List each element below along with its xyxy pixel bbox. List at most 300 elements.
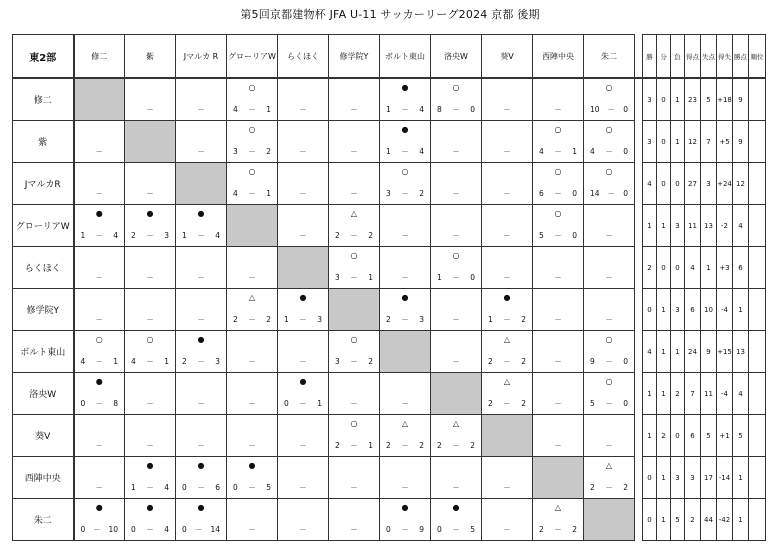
stat-cell: 1 — [733, 457, 749, 499]
score — [227, 483, 277, 492]
result-mark: ○ — [554, 167, 562, 176]
result-cell — [74, 205, 125, 247]
score — [584, 483, 634, 492]
unplayed-dash: － — [350, 525, 358, 534]
self-match-cell — [329, 289, 380, 331]
unplayed-dash: － — [197, 147, 205, 156]
self-match-cell — [533, 457, 584, 499]
unplayed-cell — [227, 373, 278, 415]
score-separator: － — [554, 525, 562, 534]
score — [125, 231, 175, 240]
stat-cell: 13 — [733, 331, 749, 373]
score-away: 0 — [572, 231, 577, 240]
unplayed-cell — [584, 247, 635, 289]
score-home: 9 — [590, 357, 595, 366]
score-home: 2 — [335, 231, 340, 240]
score-home: 1 — [182, 231, 187, 240]
score-away: 3 — [419, 315, 424, 324]
stat-cell: 5 — [733, 415, 749, 457]
stat-cell: 0 — [671, 247, 685, 289]
unplayed-dash: － — [95, 273, 103, 282]
unplayed-cell — [125, 163, 176, 205]
unplayed-cell — [431, 163, 482, 205]
row-header-team: 洛央W — [13, 373, 74, 415]
unplayed-dash: － — [401, 231, 409, 240]
unplayed-dash: － — [350, 189, 358, 198]
row-header-team: 修二 — [13, 78, 74, 121]
column-header-team: 朱二 — [584, 35, 635, 79]
unplayed-cell — [380, 205, 431, 247]
unplayed-cell — [278, 415, 329, 457]
result-cell — [176, 331, 227, 373]
score-away: 0 — [623, 357, 628, 366]
score-away: 0 — [572, 189, 577, 198]
result-mark: △ — [605, 461, 613, 470]
score-home: 4 — [131, 357, 136, 366]
result-mark: ● — [197, 209, 205, 218]
stat-cell: 3 — [643, 78, 657, 121]
result-mark: ○ — [554, 125, 562, 134]
score-separator: － — [503, 315, 511, 324]
score-home: 0 — [182, 525, 187, 534]
result-cell — [125, 457, 176, 499]
unplayed-cell — [584, 415, 635, 457]
stat-cell: -2 — [717, 205, 733, 247]
unplayed-cell — [74, 289, 125, 331]
stat-cell — [749, 373, 766, 415]
score-home: 3 — [233, 147, 238, 156]
stat-cell: 3 — [671, 205, 685, 247]
score-away: 5 — [266, 483, 271, 492]
result-cell — [329, 205, 380, 247]
column-gap — [635, 457, 643, 499]
result-cell — [482, 331, 533, 373]
unplayed-dash: － — [503, 105, 511, 114]
score-home: 0 — [284, 399, 289, 408]
score — [227, 147, 277, 156]
unplayed-cell — [227, 499, 278, 541]
unplayed-dash: － — [503, 273, 511, 282]
stat-cell: -4 — [717, 373, 733, 415]
result-mark: ● — [146, 209, 154, 218]
result-cell — [74, 499, 125, 541]
stat-cell: 2 — [643, 247, 657, 289]
column-header-stat: 得点 — [685, 35, 701, 79]
unplayed-dash: － — [146, 105, 154, 114]
score — [75, 525, 125, 534]
self-match-cell — [431, 373, 482, 415]
unplayed-dash: － — [299, 147, 307, 156]
stat-cell: 12 — [685, 121, 701, 163]
score — [227, 189, 277, 198]
column-header-team: Jマルカ R — [176, 35, 227, 79]
column-header-stat: 得失 — [717, 35, 733, 79]
score-home: 2 — [437, 441, 442, 450]
unplayed-dash: － — [554, 399, 562, 408]
result-cell — [482, 289, 533, 331]
column-gap — [635, 499, 643, 541]
unplayed-dash: － — [605, 231, 613, 240]
unplayed-dash: － — [197, 441, 205, 450]
unplayed-dash: － — [95, 189, 103, 198]
stat-cell: 7 — [685, 373, 701, 415]
unplayed-dash: － — [554, 273, 562, 282]
stat-cell: 5 — [671, 499, 685, 541]
unplayed-dash: － — [554, 105, 562, 114]
score — [584, 189, 634, 198]
unplayed-cell — [176, 415, 227, 457]
result-cell — [584, 457, 635, 499]
score-separator: － — [452, 273, 460, 282]
league-table — [12, 34, 766, 541]
stat-cell: 27 — [685, 163, 701, 205]
score-away: 1 — [368, 441, 373, 450]
score-away: 1 — [317, 399, 322, 408]
score-away: 4 — [419, 147, 424, 156]
stat-cell: 1 — [733, 289, 749, 331]
unplayed-cell — [533, 247, 584, 289]
score-separator: － — [197, 231, 205, 240]
score-home: 14 — [590, 189, 600, 198]
column-header-stat: 失点 — [701, 35, 717, 79]
result-cell — [584, 121, 635, 163]
score-away: 9 — [419, 525, 424, 534]
stat-cell: 1 — [671, 331, 685, 373]
score-separator: － — [401, 525, 409, 534]
score-home: 1 — [437, 273, 442, 282]
score-away: 2 — [419, 189, 424, 198]
score-separator: － — [605, 147, 613, 156]
score-away: 4 — [164, 525, 169, 534]
result-mark: ● — [248, 461, 256, 470]
score-home: 0 — [386, 525, 391, 534]
result-mark: ○ — [605, 377, 613, 386]
unplayed-cell — [329, 457, 380, 499]
unplayed-cell — [74, 247, 125, 289]
stat-cell — [749, 415, 766, 457]
score-home: 0 — [80, 399, 86, 408]
score-separator: － — [452, 525, 460, 534]
stat-cell: -4 — [717, 289, 733, 331]
score-separator: － — [248, 147, 256, 156]
result-mark: ● — [197, 503, 205, 512]
score-home: 0 — [437, 525, 442, 534]
score — [431, 525, 481, 534]
unplayed-cell — [329, 373, 380, 415]
unplayed-dash: － — [197, 399, 205, 408]
score — [533, 147, 583, 156]
result-cell — [431, 499, 482, 541]
stat-cell: 3 — [643, 121, 657, 163]
self-match-cell — [125, 121, 176, 163]
unplayed-dash: － — [401, 483, 409, 492]
stat-cell: 11 — [685, 205, 701, 247]
score-separator: － — [146, 525, 154, 534]
score-away: 2 — [572, 525, 577, 534]
score-home: 1 — [488, 315, 493, 324]
score-separator: － — [95, 357, 103, 366]
result-cell — [584, 331, 635, 373]
score-home: 2 — [488, 399, 493, 408]
score-separator: － — [248, 315, 256, 324]
score-home: 3 — [335, 273, 340, 282]
score-home: 1 — [131, 483, 136, 492]
score — [431, 273, 481, 282]
self-match-cell — [227, 205, 278, 247]
score-separator: － — [146, 357, 154, 366]
unplayed-dash: － — [452, 315, 460, 324]
score — [176, 357, 226, 366]
score-separator: － — [503, 399, 511, 408]
stat-cell: 0 — [671, 163, 685, 205]
score-away: 10 — [108, 525, 118, 534]
score-away: 8 — [113, 399, 118, 408]
unplayed-cell — [74, 457, 125, 499]
result-cell — [584, 163, 635, 205]
score-separator: － — [401, 105, 409, 114]
score-separator: － — [605, 357, 613, 366]
result-mark: ○ — [95, 335, 103, 344]
unplayed-cell — [584, 289, 635, 331]
header-row — [13, 35, 766, 79]
score-home: 2 — [182, 357, 187, 366]
stat-cell: 0 — [643, 289, 657, 331]
column-gap — [635, 289, 643, 331]
score — [380, 315, 430, 324]
result-mark: ○ — [605, 335, 613, 344]
column-header-team: 修学院Y — [329, 35, 380, 79]
stat-cell: 0 — [657, 247, 671, 289]
unplayed-cell — [278, 457, 329, 499]
score-away: 2 — [521, 357, 526, 366]
result-cell — [533, 121, 584, 163]
unplayed-dash: － — [503, 147, 511, 156]
unplayed-cell — [227, 415, 278, 457]
score-separator: － — [350, 273, 358, 282]
stat-cell: 3 — [685, 457, 701, 499]
score — [176, 231, 226, 240]
score-home: 2 — [386, 315, 391, 324]
column-gap — [635, 331, 643, 373]
unplayed-cell — [431, 457, 482, 499]
unplayed-dash: － — [401, 273, 409, 282]
result-mark: ○ — [350, 419, 358, 428]
score-separator: － — [401, 441, 409, 450]
stat-cell: 6 — [733, 247, 749, 289]
score-away: 1 — [572, 147, 577, 156]
unplayed-dash: － — [248, 399, 256, 408]
unplayed-cell — [278, 121, 329, 163]
score-home: 0 — [80, 525, 86, 534]
result-cell — [227, 289, 278, 331]
self-match-cell — [482, 415, 533, 457]
unplayed-cell — [431, 121, 482, 163]
stat-cell: +18 — [717, 78, 733, 121]
stat-cell: 1 — [657, 205, 671, 247]
stat-cell: 12 — [733, 163, 749, 205]
stat-cell: 1 — [701, 247, 717, 289]
row-header-team: 西陣中央 — [13, 457, 74, 499]
score-home: 2 — [131, 231, 136, 240]
result-cell — [380, 121, 431, 163]
score — [125, 525, 175, 534]
result-mark: ● — [95, 209, 103, 218]
score-home: 0 — [182, 483, 187, 492]
stat-cell: 1 — [671, 121, 685, 163]
row-header-team: らくほく — [13, 247, 74, 289]
unplayed-dash: － — [299, 189, 307, 198]
score-separator: － — [248, 483, 256, 492]
score-home: 4 — [539, 147, 544, 156]
unplayed-dash: － — [452, 189, 460, 198]
unplayed-cell — [74, 163, 125, 205]
unplayed-dash: － — [452, 231, 460, 240]
unplayed-cell — [278, 499, 329, 541]
stat-cell: 1 — [733, 499, 749, 541]
result-mark: △ — [554, 503, 562, 512]
unplayed-dash: － — [197, 315, 205, 324]
unplayed-cell — [176, 121, 227, 163]
score — [533, 231, 583, 240]
score-separator: － — [607, 105, 616, 114]
unplayed-cell — [482, 499, 533, 541]
unplayed-dash: － — [605, 315, 613, 324]
result-cell — [176, 457, 227, 499]
unplayed-cell — [533, 331, 584, 373]
result-mark: △ — [350, 209, 358, 218]
score — [176, 483, 226, 492]
stat-cell: 1 — [671, 78, 685, 121]
result-mark: ● — [401, 83, 409, 92]
unplayed-cell — [125, 78, 176, 121]
score-home: 2 — [590, 483, 595, 492]
row-header-team: 葵V — [13, 415, 74, 457]
result-cell — [329, 247, 380, 289]
stat-cell: 24 — [685, 331, 701, 373]
stat-cell: +5 — [717, 121, 733, 163]
result-mark: ○ — [350, 335, 358, 344]
score — [584, 357, 634, 366]
result-cell — [227, 457, 278, 499]
result-cell — [176, 499, 227, 541]
stat-cell: +1 — [717, 415, 733, 457]
unplayed-cell — [74, 415, 125, 457]
stat-cell: 4 — [733, 373, 749, 415]
unplayed-cell — [431, 205, 482, 247]
result-mark: ○ — [554, 209, 562, 218]
score-separator: － — [503, 357, 511, 366]
stat-cell: 1 — [657, 457, 671, 499]
stat-cell — [749, 78, 766, 121]
stat-cell: 44 — [701, 499, 717, 541]
stat-cell: 4 — [685, 247, 701, 289]
result-mark: ● — [299, 293, 307, 302]
score — [125, 483, 175, 492]
unplayed-dash: － — [503, 483, 511, 492]
result-cell — [482, 373, 533, 415]
table-row — [13, 331, 766, 373]
column-header-team: 紫 — [125, 35, 176, 79]
unplayed-cell — [125, 247, 176, 289]
result-mark: ● — [95, 377, 103, 386]
unplayed-cell — [176, 373, 227, 415]
score-away: 2 — [368, 357, 373, 366]
unplayed-dash: － — [452, 357, 460, 366]
unplayed-cell — [584, 205, 635, 247]
score-away: 0 — [623, 399, 628, 408]
column-header-team: 洛央W — [431, 35, 482, 79]
stat-cell: +24 — [717, 163, 733, 205]
score-away: 1 — [266, 189, 271, 198]
score — [75, 399, 125, 408]
column-gap — [635, 415, 643, 457]
score — [278, 315, 328, 324]
score-home: 2 — [233, 315, 238, 324]
score-separator: － — [350, 357, 358, 366]
result-mark: △ — [503, 377, 511, 386]
stat-cell: 3 — [671, 289, 685, 331]
score — [329, 441, 379, 450]
result-mark: ● — [95, 503, 103, 512]
stat-cell: 3 — [671, 457, 685, 499]
stat-cell: -42 — [717, 499, 733, 541]
score-separator: － — [299, 315, 307, 324]
result-mark: ● — [299, 377, 307, 386]
unplayed-cell — [482, 247, 533, 289]
stat-cell: 0 — [643, 457, 657, 499]
unplayed-dash: － — [248, 273, 256, 282]
unplayed-cell — [176, 289, 227, 331]
unplayed-cell — [278, 331, 329, 373]
result-cell — [176, 205, 227, 247]
stat-cell: 2 — [685, 499, 701, 541]
row-header-team: 朱二 — [13, 499, 74, 541]
result-mark: △ — [452, 419, 460, 428]
unplayed-cell — [431, 289, 482, 331]
score-home: 2 — [539, 525, 544, 534]
score — [584, 399, 634, 408]
unplayed-dash: － — [299, 525, 307, 534]
stat-cell: 6 — [685, 415, 701, 457]
stat-cell: 5 — [701, 78, 717, 121]
table-row — [13, 247, 766, 289]
result-mark: △ — [248, 293, 256, 302]
score-separator: － — [401, 189, 409, 198]
score-away: 6 — [215, 483, 220, 492]
column-header-stat: 勝 — [643, 35, 657, 79]
score — [482, 315, 532, 324]
stat-cell — [749, 457, 766, 499]
unplayed-cell — [533, 373, 584, 415]
unplayed-dash: － — [95, 315, 103, 324]
score-away: 2 — [623, 483, 628, 492]
stat-cell: 3 — [701, 163, 717, 205]
stat-cell — [749, 499, 766, 541]
column-header-team: 修二 — [74, 35, 125, 79]
score-home: 5 — [539, 231, 544, 240]
score — [533, 525, 583, 534]
result-mark: ○ — [605, 167, 613, 176]
unplayed-dash: － — [401, 399, 409, 408]
result-cell — [533, 205, 584, 247]
unplayed-cell — [74, 121, 125, 163]
unplayed-dash: － — [299, 231, 307, 240]
score-away: 0 — [623, 189, 628, 198]
score-home: 1 — [386, 105, 391, 114]
score-separator: － — [605, 399, 613, 408]
unplayed-dash: － — [197, 273, 205, 282]
unplayed-dash: － — [95, 441, 103, 450]
